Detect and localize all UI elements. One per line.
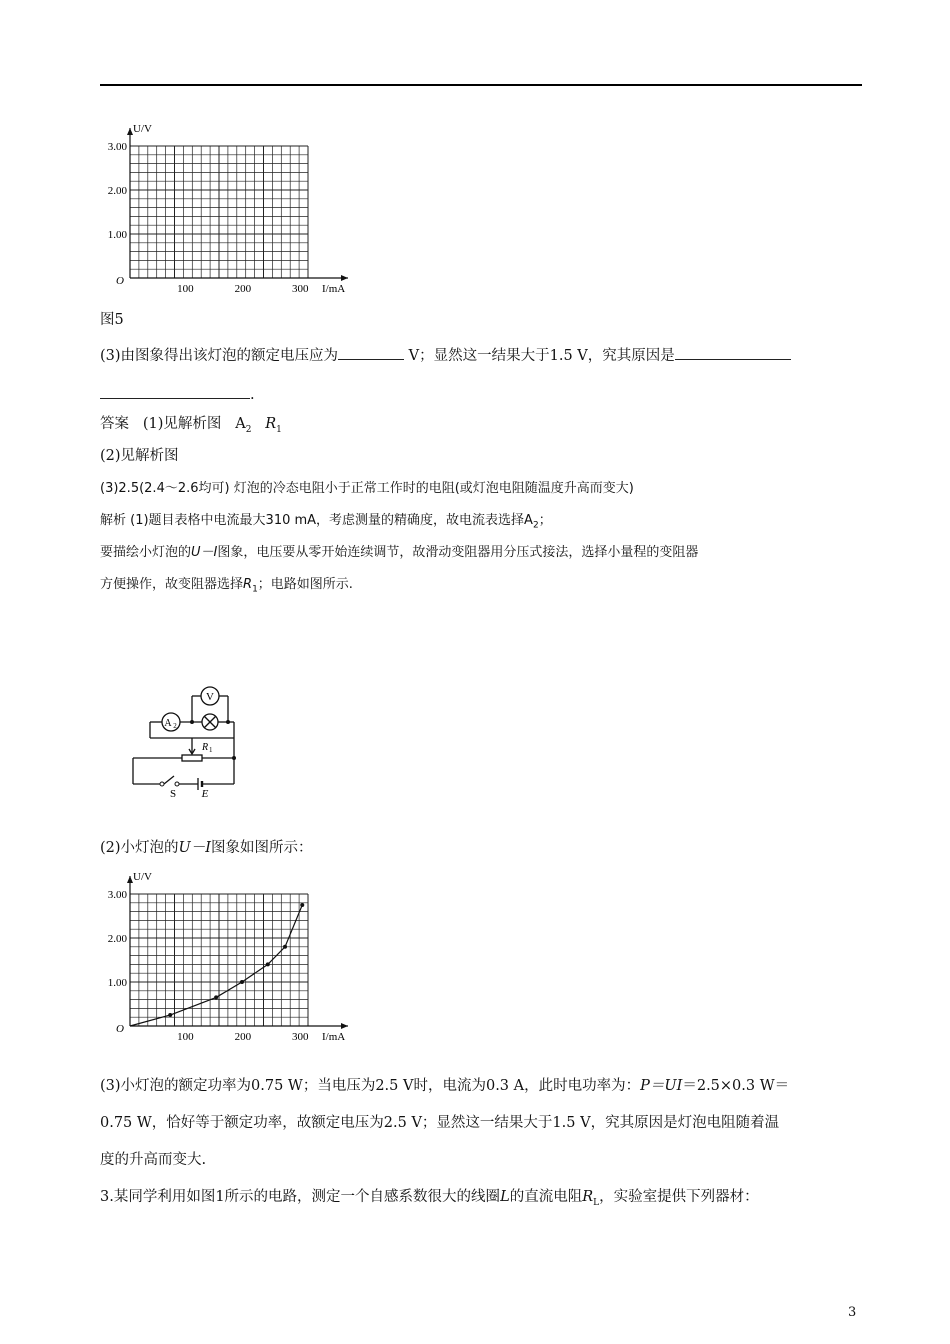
part3-post: ＝2.5×0.3 W＝ — [682, 1078, 790, 1094]
figure-label: 图5 — [100, 312, 124, 328]
answer-line1 — [100, 414, 282, 440]
battery-label: E — [201, 788, 209, 800]
question-3-line1 — [100, 345, 791, 366]
rheostat-label: R — [202, 742, 209, 753]
switch-contact — [175, 782, 179, 786]
analysis-3-sub: 1 — [252, 584, 258, 595]
part2-post: 图象如图所示： — [211, 840, 313, 856]
analysis-line1 — [100, 511, 552, 536]
data-point — [240, 980, 244, 984]
analysis-line2 — [100, 543, 698, 563]
q4-r: R — [582, 1189, 594, 1205]
answer-ammeter-sub: 2 — [245, 424, 252, 435]
empty-ui-grid-chart — [95, 118, 365, 298]
y-tick-label: 2.00 — [107, 185, 127, 197]
answer-1: (1)见解析图 — [142, 416, 222, 432]
junction-dot — [226, 720, 230, 724]
switch-contact — [160, 782, 164, 786]
part3-line2: 0.75 W，恰好等于额定功率，故额定电压为2.5 V；显然这一结果大于1.5 V，究其原因是灯泡电阻随着温 — [100, 1115, 780, 1131]
x-tick-label: 300 — [292, 283, 309, 295]
part3-pre: (3)小灯泡的额定功率为0.75 W；当电压为2.5 V时，电流为0.3 A，此时电功率为： — [100, 1078, 641, 1094]
q3-prefix: (3)由图象得出该灯泡的额定电压应为 — [100, 348, 339, 364]
data-point — [214, 995, 218, 999]
analysis-3-post: ；电路如图所示. — [257, 577, 353, 592]
answer-rheostat: R — [265, 416, 277, 432]
x-tick-label: 300 — [292, 1031, 309, 1043]
junction-dot — [232, 756, 236, 760]
answer-rheostat-sub: 1 — [276, 424, 282, 435]
q4-post: ，实验室提供下列器材： — [599, 1189, 759, 1205]
q4-l: L — [500, 1189, 510, 1205]
voltage-blank[interactable] — [338, 345, 404, 360]
x-tick-label: 200 — [234, 1031, 252, 1043]
analysis-line3 — [100, 575, 353, 600]
x-axis-arrow — [341, 1023, 348, 1029]
y-tick-label: 3.00 — [107, 889, 127, 901]
analysis-1-sub: 2 — [532, 520, 539, 531]
analysis-2-post: 图象，电压要从零开始连续调节，故滑动变阻器用分压式接法，选择小量程的变阻器 — [217, 545, 699, 560]
x-tick-label: 200 — [234, 283, 252, 295]
origin-label: O — [116, 1023, 124, 1035]
series-line — [130, 905, 302, 1026]
junction-dot — [190, 720, 194, 724]
part2-pre: (2)小灯泡的 — [100, 840, 179, 856]
x-axis-label: I/mA — [322, 1031, 346, 1043]
voltmeter-label: V — [206, 691, 214, 703]
part3-line3: 度的升高而变大. — [100, 1152, 207, 1168]
y-tick-label: 1.00 — [107, 229, 127, 241]
switch-lever — [164, 776, 174, 784]
data-point — [300, 903, 304, 907]
y-tick-label: 3.00 — [107, 141, 127, 153]
analysis-2-ui: U－I — [191, 545, 218, 560]
answer-ammeter: A — [235, 416, 246, 432]
x-axis-arrow — [341, 275, 348, 281]
part3-line1 — [100, 1076, 789, 1096]
data-point — [283, 945, 287, 949]
y-axis-label: U/V — [133, 871, 152, 883]
ammeter-label: A — [164, 718, 172, 729]
origin-label: O — [116, 275, 124, 287]
answer-3: (3)2.5(2.4～2.6均可) 灯泡的冷态电阻小于正常工作时的电阻(或灯泡电阻随温度升高而变大) — [100, 481, 634, 496]
analysis-2-pre: 要描绘小灯泡的 — [100, 545, 192, 560]
q4-pre: 3.某同学利用如图1所示的电路，测定一个自感系数很大的线圈 — [100, 1189, 501, 1205]
data-point — [266, 962, 270, 966]
q3-end: . — [250, 387, 255, 403]
header-rule — [100, 84, 862, 86]
question-3-line2 — [100, 384, 255, 405]
reason-blank-1[interactable] — [675, 345, 791, 360]
x-axis-label: I/mA — [322, 283, 346, 295]
ammeter-sub: 2 — [173, 722, 177, 730]
answer-label: 答案 — [100, 416, 129, 432]
x-tick-label: 100 — [177, 1031, 194, 1043]
part2-line — [100, 838, 313, 858]
y-tick-label: 2.00 — [107, 933, 127, 945]
switch-label: S — [169, 788, 177, 800]
q4-mid: 的直流电阻 — [509, 1189, 583, 1205]
analysis-3-r: R — [243, 577, 253, 592]
x-tick-label: 100 — [177, 283, 194, 295]
data-point — [168, 1013, 172, 1017]
y-tick-label: 1.00 — [107, 977, 127, 989]
part2-ui: U－I — [178, 840, 211, 856]
analysis-3-pre: 方便操作，故变阻器选择 — [100, 577, 244, 592]
ui-curve-chart — [95, 866, 365, 1046]
answer-2: (2)见解析图 — [100, 448, 179, 464]
q4-r-sub: L — [593, 1197, 600, 1208]
q3-middle: V；显然这一结果大于1.5 V，究其原因是 — [404, 348, 675, 364]
analysis-1: 解析 (1)题目表格中电流最大310 mA，考虑测量的精确度，故电流表选择A — [100, 513, 533, 528]
analysis-1-end: ； — [538, 513, 552, 528]
page-number: 3 — [848, 1305, 857, 1320]
rheostat-symbol — [182, 755, 202, 761]
rheostat-sub: 1 — [209, 746, 213, 754]
reason-blank-2[interactable] — [100, 384, 250, 399]
part3-formula: P＝UI — [640, 1078, 683, 1094]
question-4 — [100, 1187, 759, 1213]
y-axis-label: U/V — [133, 123, 152, 135]
circuit-diagram — [130, 680, 250, 800]
